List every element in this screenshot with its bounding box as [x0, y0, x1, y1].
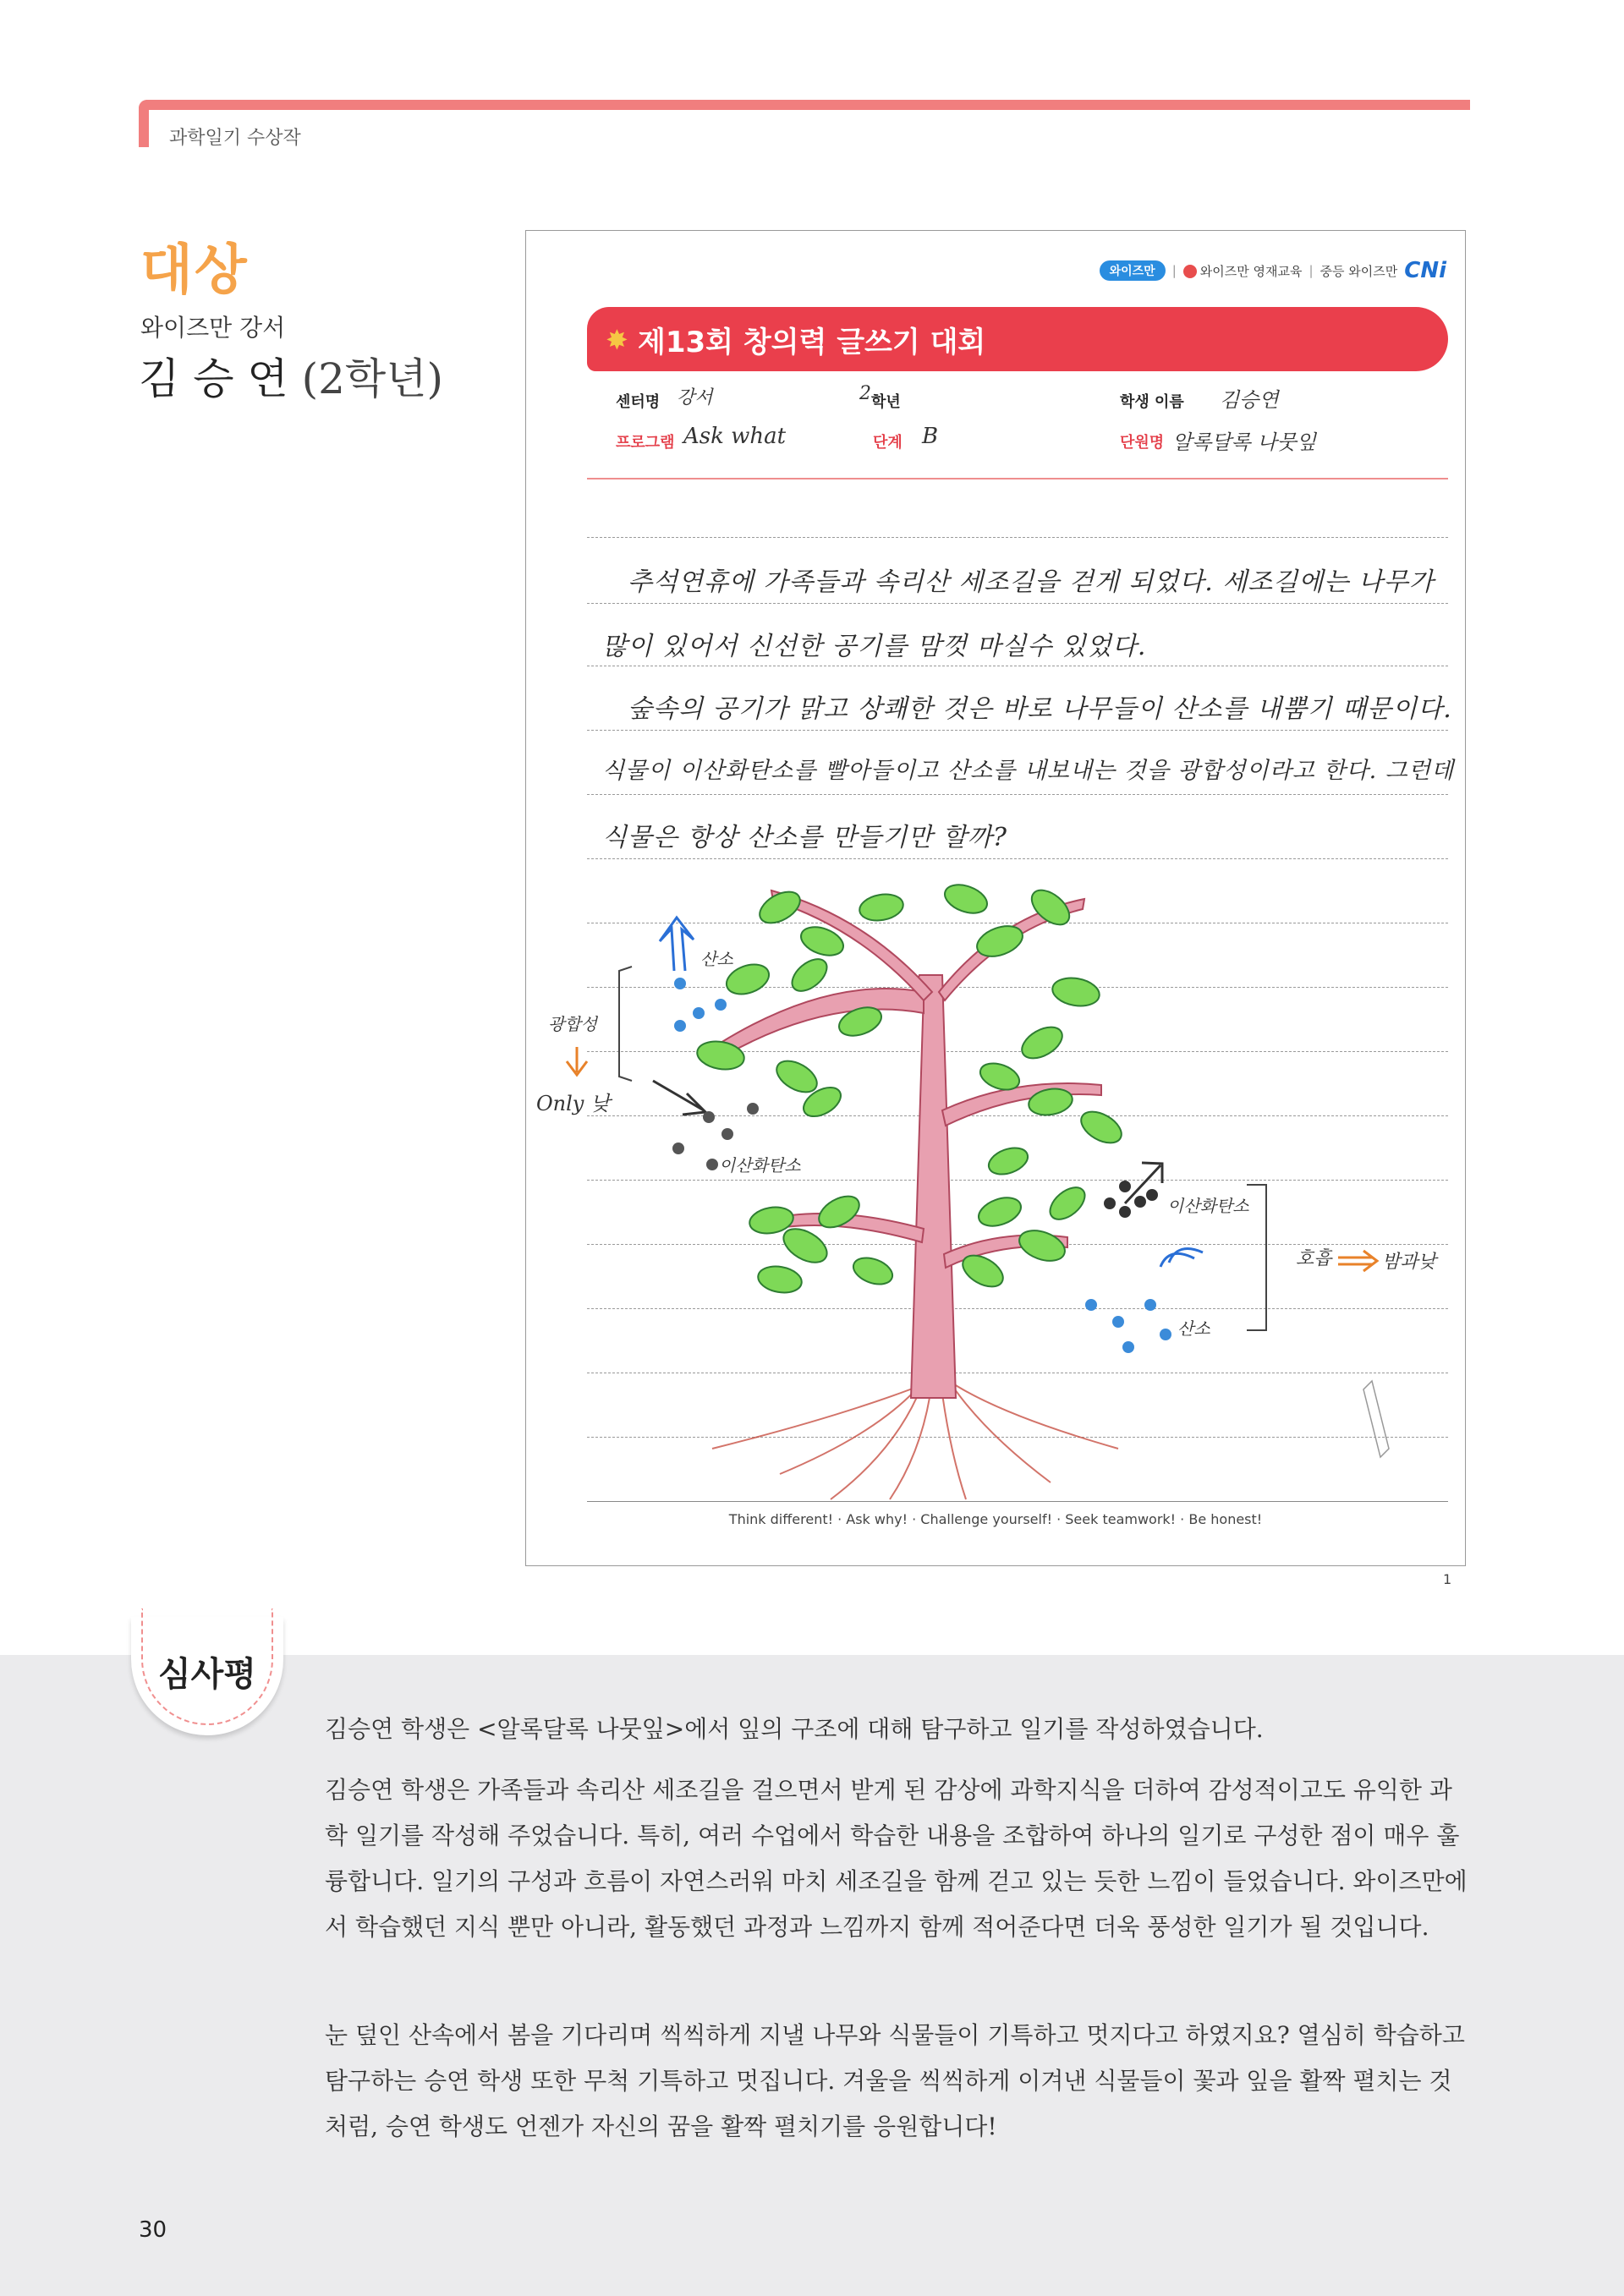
bracket — [1247, 1185, 1266, 1330]
diary-line: 식물이 이산화탄소를 빨아들이고 산소를 내보내는 것을 광합성이라고 한다. 그런데 — [602, 758, 1455, 784]
star-icon: ✸ — [606, 324, 628, 356]
diary-line: 추석연휴에 가족들과 속리산 세조길을 걷게 되었다. 세조길에는 나무가 — [628, 567, 1435, 597]
program-label: 프로그램 — [616, 434, 675, 452]
contest-title: 제13회 창의력 글쓰기 대회 — [638, 325, 986, 359]
co2-dots — [1104, 1181, 1158, 1218]
oxygen-bottom-label: 산소 — [1177, 1318, 1210, 1339]
down-arrow-icon — [567, 1047, 587, 1075]
review-paragraph: 김승연 학생은 <알록달록 나뭇잎>에서 잎의 구조에 대해 탐구하고 일기를 작성하였습니다. — [325, 1715, 1264, 1743]
diary-line: 많이 있어서 신선한 공기를 맘껏 마실수 있었다. — [602, 632, 1147, 661]
header-tick — [139, 100, 149, 147]
level-label: 단계 — [873, 434, 903, 452]
student-name-line — [139, 345, 443, 406]
brand-logo: CNi — [1404, 258, 1446, 283]
curved-arrow-icon — [1160, 1249, 1203, 1267]
only-day-label: Only 낮 — [536, 1092, 611, 1115]
diary-page-number: 1 — [1443, 1571, 1452, 1587]
pencil-icon — [1363, 1381, 1389, 1457]
unit-value: 알록달록 나뭇잎 — [1172, 430, 1316, 454]
co2-left-label: 이산화탄소 — [719, 1155, 801, 1175]
brand-logo: 중등 와이즈만 — [1320, 263, 1398, 279]
review-paragraph: 김승연 학생은 가족들과 속리산 세조길을 걸으면서 받게 된 감상에 과학지식을 더하여 감성적이고도 유익한 과학 일기를 작성해 주었습니다. 특히, 여러 수업에서 학습한 내용을 조합하여 하나의 일기로 구성한 점이 매우 훌륭합니다. 일기의 구성과 흐름이 자연스러워 마치 세조길을 함께 걷고 있는 듯한 느낌이 들었습니다. 와이즈만에서 학습했던 지식 뿐만 아니라, 활동했던 과정과 느낌까지 함께 적어준다면 더욱 풍성한 일기가 될 것입니다. — [325, 1776, 1468, 1941]
co2-arrow-icon — [653, 1081, 705, 1115]
oxygen-top-label: 산소 — [700, 949, 733, 969]
diary-line: 식물은 항상 산소를 만들기만 할까? — [602, 823, 1007, 852]
review-badge-label: 심사평 — [158, 1655, 256, 1694]
right-arrow-icon — [1338, 1251, 1377, 1271]
student-label: 학생 이름 — [1120, 393, 1184, 411]
header-bar — [139, 100, 1470, 110]
center-value: 강서 — [677, 387, 713, 408]
brand-logo: 와이즈만 — [1100, 260, 1166, 281]
section-label: 과학일기 수상작 — [169, 128, 301, 149]
center-label: 센터명 — [616, 393, 661, 411]
grade-label: 학년 — [871, 393, 901, 411]
page-number: 30 — [139, 2217, 167, 2243]
co2-right-label: 이산화탄소 — [1167, 1196, 1249, 1216]
motto: Think different! · Ask why! · Challenge yourself! · Seek teamwork! · Be honest! — [728, 1511, 1263, 1527]
oxygen-dots — [674, 978, 727, 1032]
trunk — [721, 890, 1101, 1398]
unit-label: 단원명 — [1120, 434, 1165, 452]
up-arrow-icon — [660, 918, 694, 971]
brand-logo: 와이즈만 영재교육 — [1183, 262, 1303, 280]
student-grade: (2학년) — [301, 354, 444, 403]
grade-value: 2 — [859, 383, 871, 404]
program-value: Ask what — [683, 424, 787, 449]
tree-drawing — [526, 231, 1465, 1565]
oxygen-dots — [1085, 1299, 1171, 1353]
diary-paper — [525, 230, 1466, 1566]
respiration-label: 호흡 — [1296, 1248, 1332, 1269]
student-value: 김승연 — [1220, 388, 1279, 412]
diary-line: 숲속의 공기가 맑고 상쾌한 것은 바로 나무들이 산소를 내뿜기 때문이다. — [628, 694, 1452, 724]
logo-strip: 와이즈만 | 와이즈만 영재교육 | 중등 와이즈만 CNi — [1100, 258, 1446, 283]
award-title: 대상 — [140, 239, 249, 302]
school-name: 와이즈만 강서 — [140, 314, 286, 342]
student-name: 김 승 연 — [139, 354, 288, 403]
photosynthesis-label: 광합성 — [548, 1014, 597, 1034]
review-paragraph: 눈 덮인 산속에서 봄을 기다리며 씩씩하게 지낼 나무와 식물들이 기특하고 멋지다고 하였지요? 열심히 학습하고 탐구하는 승연 학생 또한 무척 기특하고 멋집니다. 겨울을 씩씩하게 이겨낸 식물들이 꽃과 잎을 활짝 펼치는 것처럼, 승연 학생도 언젠가 자신의 꿈을 활짝 펼치기를 응원합니다! — [325, 2021, 1465, 2140]
level-value: B — [922, 424, 939, 449]
bracket — [619, 967, 632, 1081]
respiration-time-label: 밤과낮 — [1382, 1252, 1436, 1273]
